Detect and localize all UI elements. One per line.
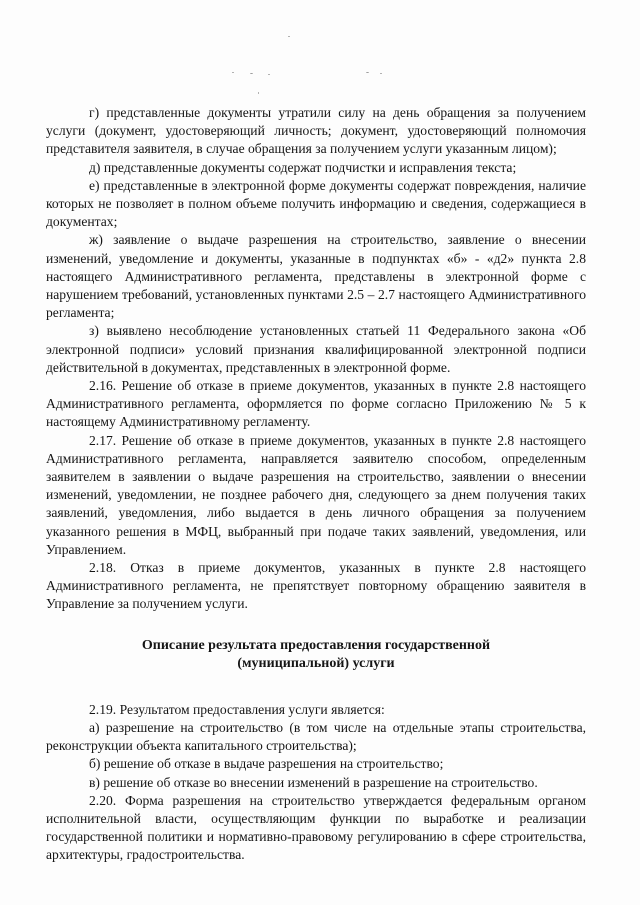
paragraph-2-20: 2.20. Форма разрешения на строительство утверждается федеральным органом исполнительной власти, осуществляющим функции по выработке и реализации государственной политики и нормативно-правовому регулированию в сфере строительства, архитектуры, градостроительства. xyxy=(46,792,586,863)
paragraph-2-16: 2.16. Решение об отказе в приеме документов, указанных в пункте 2.8 настоящего Административного регламента, оформляется по форме согласно Приложению № 5 к настоящему Административному регламенту. xyxy=(46,378,586,430)
paragraph-g: г) представленные документы утратили силу на день обращения за получением услуги (документ, удостоверяющий личность; документ, удостоверяющий полномочия представителя заявителя, в случае обращения за получением услуги указанным лицом); xyxy=(46,105,586,157)
scan-speck xyxy=(288,36,290,37)
paragraphs-part-2 xyxy=(46,701,586,865)
paragraph-a: а) разрешение на строительство (в том числе на отдельные этапы строительства, реконструкции объекта капитального строительства); xyxy=(46,719,586,754)
scan-speck xyxy=(268,74,270,75)
paragraph-2-18: 2.18. Отказ в приеме документов, указанных в пункте 2.8 настоящего Административного регламента, не препятствует повторному обращению заявителя в Управление за получением услуги. xyxy=(46,560,586,612)
paragraph-z: з) выявлено несоблюдение установленных статьей 11 Федерального закона «Об электронной подписи» условий признания квалифицированной электронной подписи действительной в документах, представленных в электронной форме. xyxy=(46,323,586,375)
paragraphs-part-1 xyxy=(46,104,586,614)
scan-speck xyxy=(258,92,259,94)
paragraph-e: е) представленные в электронной форме документы содержат повреждения, наличие которых не позволяет в полном объеме получить информацию и сведения, содержащиеся в документах; xyxy=(46,177,586,230)
paragraph-2-19: 2.19. Результатом предоставления услуги является: xyxy=(89,701,385,717)
scan-speck xyxy=(366,72,369,73)
paragraph-b: б) решение об отказе в выдаче разрешения на строительство; xyxy=(89,756,444,772)
paragraph-d: д) представленные документы содержат подчистки и исправления текста; xyxy=(89,159,517,175)
section-heading-line-1: Описание результата предоставления государственной xyxy=(141,637,491,653)
paragraph-zh: ж) заявление о выдаче разрешения на строительство, заявление о внесении изменений, уведомление и документы, указанные в подпунктах «б» - «д2» пункта 2.8 настоящего Административного регламента, представлены в электронной форме с нарушением требований, установленных пунктами 2.5 – 2.7 настоящего Административного регламента; xyxy=(46,232,586,321)
section-heading xyxy=(46,637,586,674)
section-heading-line-2: (муниципальной) услуги xyxy=(237,656,395,672)
scan-speck xyxy=(232,72,234,73)
scan-speck xyxy=(250,73,253,74)
paragraph-v: в) решение об отказе во внесении изменений в разрешение на строительство. xyxy=(89,774,538,790)
paragraph-2-17: 2.17. Решение об отказе в приеме документов, указанных в пункте 2.8 настоящего Административного регламента, направляется заявителю способом, определенным заявителем в заявлении о выдаче разрешения на строительство, заявлении о внесении изменений, уведомлении, не позднее рабочего дня, следующего за днем получения таких заявлений, уведомления, либо выдается в день личного обращения за получением указанного решения в МФЦ, выбранный при подаче таких заявлений, уведомления, или Управлением. xyxy=(46,432,586,557)
document-page xyxy=(46,104,586,865)
scan-speck xyxy=(380,73,382,74)
